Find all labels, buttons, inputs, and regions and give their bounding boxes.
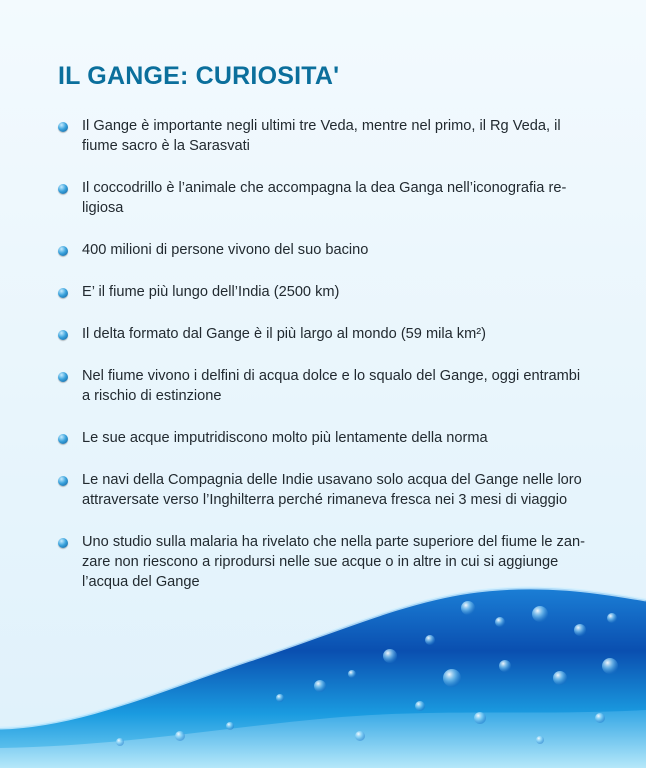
- water-drop-bullet-icon: [58, 372, 68, 382]
- water-drop-bullet-icon: [58, 434, 68, 444]
- list-item: [58, 428, 590, 448]
- list-item-text: Il delta formato dal Gange è il più largo al mondo (59 mila km²): [82, 326, 486, 342]
- water-drop-bullet-icon: [58, 122, 68, 132]
- list-item: [58, 240, 590, 260]
- list-item-text: E’ il fiume più lungo dell’India (2500 km): [82, 284, 340, 300]
- list-item: [58, 178, 590, 218]
- curiosities-list: [58, 116, 590, 592]
- water-drop-bullet-icon: [58, 184, 68, 194]
- list-item: [58, 324, 590, 344]
- page-title: IL GANGE: CURIOSITA': [58, 62, 340, 90]
- water-drop-bullet-icon: [58, 476, 68, 486]
- water-drop-bullet-icon: [58, 330, 68, 340]
- list-item: [58, 282, 590, 302]
- list-item-text: Il coccodrillo è l’animale che accompagna la dea Ganga nell’iconografia re-ligiosa: [82, 180, 567, 216]
- list-item-text: Il Gange è importante negli ultimi tre Veda, mentre nel primo, il Rg Veda, il fiume sacro è la Sarasvati: [82, 118, 561, 154]
- list-item-text: Nel fiume vivono i delfini di acqua dolce e lo squalo del Gange, oggi entrambi a rischio di estinzione: [82, 368, 581, 404]
- list-item-text: Le navi della Compagnia delle Indie usavano solo acqua del Gange nelle loro attraversate verso l’Inghilterra perché rimaneva fresca nei 3 mesi di viaggio: [82, 472, 582, 508]
- water-drop-bullet-icon: [58, 246, 68, 256]
- list-item-text: Le sue acque imputridiscono molto più lentamente della norma: [82, 430, 488, 446]
- list-item-text: Uno studio sulla malaria ha rivelato che nella parte superiore del fiume le zan-zare non riescono a riprodursi nelle sue acque o in altre in cui si aggiunge l’acqua del Gange: [82, 534, 585, 590]
- list-item: [58, 470, 590, 510]
- list-item-text: 400 milioni di persone vivono del suo bacino: [82, 242, 369, 258]
- list-item: [58, 366, 590, 406]
- list-item: [58, 116, 590, 156]
- water-wave-illustration: [0, 578, 646, 768]
- water-drop-bullet-icon: [58, 538, 68, 548]
- water-drop-bullet-icon: [58, 288, 68, 298]
